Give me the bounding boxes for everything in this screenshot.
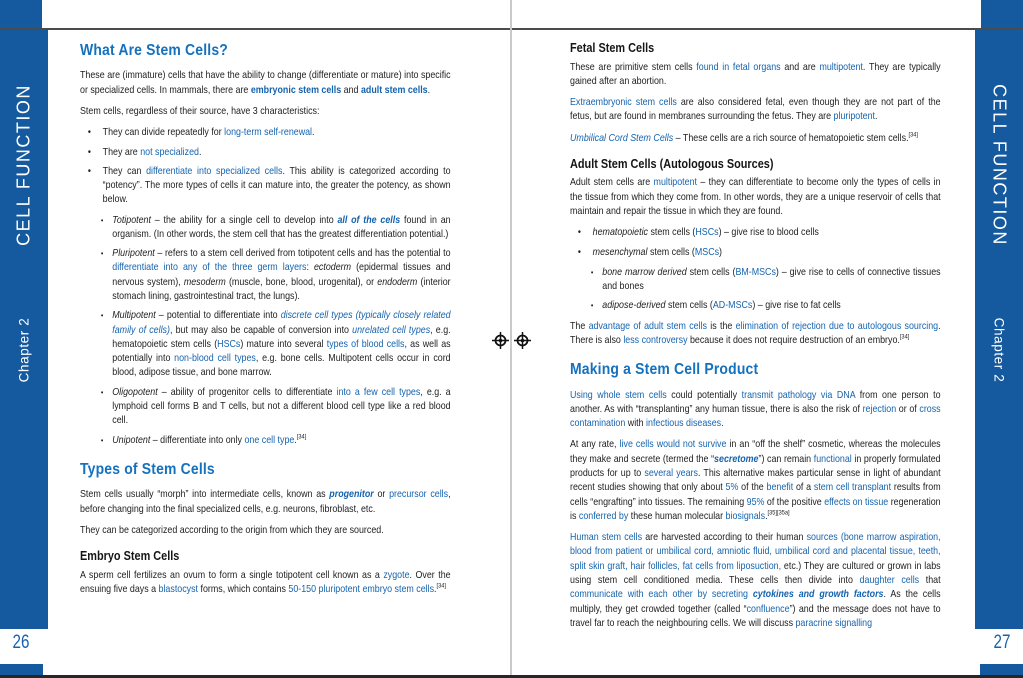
text-run: ) – give rise to blood cells [718, 227, 819, 239]
section-heading: What Are Stem Cells? [80, 42, 228, 59]
text-run: hematopoietic [592, 227, 648, 239]
text-run: forms, which contains [198, 583, 289, 595]
text-run: with [625, 418, 647, 430]
text-run: , but may also be capable of conversion into [169, 324, 353, 336]
link-text[interactable]: paracrine signalling [795, 617, 873, 629]
link-text[interactable]: found in fetal organs [696, 61, 781, 73]
link-text[interactable]: one cell type [244, 434, 295, 446]
text-run: from one person to another. As with “transplanting” any human tissue, there is also the risk of [570, 389, 941, 415]
text-run: stem cells ( [665, 300, 713, 312]
bullet-icon: • [87, 165, 91, 177]
section-heading: Adult Stem Cells (Autologous Sources) [570, 156, 774, 171]
text-run: ”) and the message does not have to travel far to reach the neighbouring cells. We will discuss [570, 603, 941, 629]
link-text[interactable]: elimination of rejection due to autologous sourcing [735, 320, 939, 332]
text-run: They can be categorized according to the origin from which they are sourced. [80, 524, 384, 536]
link-text[interactable]: rejection [862, 403, 897, 415]
bullet-list [570, 226, 941, 260]
text-run: – ability of progenitor cells to differentiate [157, 386, 337, 398]
chapter-title-vertical: CELL FUNCTION [13, 84, 34, 246]
link-text[interactable]: not specialized [140, 146, 199, 158]
link-text[interactable]: Extraembryonic stem cells [570, 97, 677, 109]
link-text[interactable]: into a few cell types [336, 386, 421, 398]
registration-mark-icon [514, 332, 531, 349]
reference-mark: [34] [908, 131, 918, 139]
right-chapter-bar [975, 30, 1023, 629]
link-text[interactable]: adult stem cells [360, 84, 428, 96]
text-run: : [306, 262, 314, 274]
link-text[interactable]: communicate with each other by secreting [570, 589, 748, 601]
list-item [591, 266, 941, 295]
link-text[interactable]: Human stem cells [570, 532, 643, 544]
text-run: . [721, 418, 724, 430]
reference-mark: [35][35a] [767, 509, 790, 517]
bullet-list [80, 126, 451, 207]
link-text[interactable]: zygote [383, 569, 410, 581]
text-run: Oligopotent [112, 386, 158, 398]
link-text[interactable]: differentiate into specialized cells [146, 165, 283, 177]
link-text[interactable]: secretome [714, 453, 759, 465]
text-run: of the [738, 482, 767, 494]
bullet-list [570, 266, 941, 314]
text-run: , e.g. a lymphoid cell forms B and T cells, but not a different blood cell type like a red blood cell. [112, 386, 451, 427]
list-item [578, 246, 941, 260]
link-text[interactable]: effects on tissue [824, 496, 889, 508]
paragraph [570, 61, 941, 90]
text-run: etc.) They are cultured or grown in labs using stem cell conditioned media. These cells then divide into [570, 560, 941, 586]
text-run: and are [780, 61, 820, 73]
text-run: mesoderm [183, 276, 226, 288]
page-gutter-divider [510, 0, 512, 675]
text-run: adipose-derived [602, 300, 666, 312]
list-item [591, 299, 941, 313]
text-run: Stem cells usually “morph” into intermediate cells, known as [80, 489, 330, 501]
link-text[interactable]: Using whole stem cells [570, 389, 667, 401]
link-text[interactable]: differentiate into any of the three germ layers [112, 262, 307, 274]
text-run: – potential to differentiate into [155, 310, 281, 322]
text-run: . [312, 127, 315, 139]
bullet-icon: • [100, 311, 104, 321]
link-text[interactable]: all of the cells [337, 214, 401, 226]
chapter-number-vertical: Chapter 2 [16, 317, 32, 383]
link-text[interactable]: functional [813, 453, 852, 465]
text-run: because it does not require destruction of an embryo. [687, 334, 900, 346]
link-text[interactable]: less controversy [623, 334, 688, 346]
bleed-square-top-left [0, 0, 42, 28]
link-text[interactable]: 95% [746, 496, 765, 508]
list-item [101, 386, 451, 429]
bullet-icon: • [100, 435, 104, 445]
link-text[interactable]: AD-MSCs [712, 300, 753, 312]
link-text[interactable]: MSCs [694, 246, 720, 258]
link-text[interactable]: HSCs [695, 227, 719, 239]
bullet-icon: • [100, 387, 104, 397]
link-text[interactable]: confluence [746, 603, 790, 615]
text-run: They are [102, 146, 141, 158]
list-item-text [593, 226, 941, 240]
text-run: or [373, 489, 390, 501]
chapter-title-vertical: CELL FUNCTION [989, 84, 1010, 246]
text-run: . This alternative makes particular sense in light of abundant recent studies showing that only about [570, 468, 941, 494]
paragraph [570, 438, 941, 524]
paragraph [80, 488, 451, 517]
list-item-text [112, 309, 450, 380]
registration-mark-icon [492, 332, 509, 349]
text-run: . There is also [570, 320, 941, 346]
section-heading: Making a Stem Cell Product [570, 361, 759, 379]
paragraph [570, 132, 941, 146]
text-run: ) – give rise to fat cells [752, 300, 841, 312]
page-number-right: 27 [993, 632, 1011, 653]
bleed-square-top-right [981, 0, 1023, 28]
bullet-icon: • [590, 267, 594, 277]
bullet-icon: • [87, 127, 91, 139]
reference-mark: [34] [899, 333, 910, 341]
text-run: These are primitive stem cells [570, 61, 697, 73]
text-run: These are (immature) cells that have the ability to change (differentiate or mature) into specific or specialized cells. In mammals, there are [80, 70, 451, 96]
link-text[interactable]: BM-MSCs [735, 266, 776, 278]
link-text[interactable]: Umbilical Cord Stem Cells [570, 132, 674, 144]
text-run: stem cells ( [647, 246, 695, 258]
link-text[interactable]: blastocyst [158, 583, 199, 595]
link-text[interactable]: multipotent [653, 177, 698, 189]
text-run: – differentiate into only [150, 434, 245, 446]
link-text[interactable]: sources (bone marrow aspiration, blood from patient or umbilical cord, amniotic fluid, umbilical cord and placental tissue, teeth, split skin graft, hair follicles, fat cells from liposuction, [570, 532, 941, 572]
text-run: They can [102, 165, 147, 177]
text-run: , e.g. bone cells. Multipotent cells occur in cord blood, adipose tissue, and bone marrow. [112, 353, 451, 379]
reference-mark: [34] [436, 582, 446, 590]
link-text[interactable]: infectious diseases [646, 418, 722, 430]
text-run: Unipotent [112, 434, 151, 446]
paragraph [80, 524, 451, 538]
paragraph [570, 389, 941, 432]
list-item [88, 146, 451, 160]
text-run: these human molecular [628, 510, 726, 522]
text-run: . They are typically gained after an abortion. [570, 61, 941, 87]
bullet-icon: • [577, 246, 581, 258]
text-run: Adult stem cells are [570, 177, 654, 189]
paragraph [570, 96, 941, 125]
link-text[interactable]: 5% [725, 482, 739, 494]
list-item [101, 434, 451, 448]
link-text[interactable]: stem cell transplant [813, 482, 892, 494]
text-run: and [341, 84, 361, 96]
text-run: Pluripotent [112, 248, 155, 260]
link-text[interactable]: types of blood cells [326, 338, 405, 350]
text-run: . [434, 583, 437, 595]
text-run: . [294, 434, 297, 446]
text-run: are also considered fetal, even though they are not part of the fetus, but are found in membranes surrounding the fetus. They are [570, 97, 941, 123]
link-text[interactable]: unrelated cell types [352, 324, 431, 336]
list-item-text [103, 126, 451, 140]
bullet-icon: • [87, 146, 91, 158]
list-item-text [103, 165, 451, 208]
link-text[interactable]: precursor cells [389, 489, 449, 501]
text-run: , as well as potentially into [112, 338, 451, 365]
text-run: Totipotent [112, 214, 151, 226]
link-text[interactable]: transmit pathology via DNA [741, 389, 856, 401]
text-run: At any rate, [570, 439, 620, 451]
list-item [101, 247, 451, 304]
bullet-icon: • [100, 249, 104, 259]
link-text[interactable]: discrete cell types (typically closely related family of cells) [112, 310, 451, 336]
text-run: (epidermal tissues and nervous system), [112, 262, 451, 288]
link-text[interactable]: pluripotent [833, 111, 876, 123]
list-item-text [103, 146, 451, 160]
link-text[interactable]: cytokines and growth factors [752, 589, 884, 601]
link-text[interactable]: advantage of adult stem cells [588, 320, 707, 332]
section-heading: Fetal Stem Cells [570, 41, 655, 55]
paragraph [570, 320, 941, 349]
text-run: A sperm cell fertilizes an ovum to form a single totipotent cell known as a [80, 569, 384, 581]
text-run: . Over the ensuing five days a [80, 569, 451, 595]
list-item-text [602, 266, 940, 295]
bullet-icon: • [577, 227, 581, 239]
paragraph [80, 105, 451, 119]
list-item [578, 226, 941, 240]
list-item-text [112, 247, 450, 304]
text-run: are harvested according to their human [642, 532, 807, 544]
page-number-left: 26 [12, 632, 30, 653]
text-run: – they can differentiate to become only the types of cells in the tissue from which they come from. In other words, they are a unique reservoir of cells that maintain and repair the tissue in which they are found. [570, 177, 941, 217]
chapter-number-vertical: Chapter 2 [991, 317, 1007, 383]
right-page-content [570, 30, 941, 638]
section-heading: Embryo Stem Cells [80, 549, 180, 564]
list-item-text [112, 214, 450, 243]
list-item [101, 309, 451, 380]
text-run: , e.g. hematopoietic stem cells ( [112, 324, 451, 350]
text-run: – the ability for a single cell to develop into [150, 214, 338, 226]
text-run: or of [896, 403, 920, 415]
link-text[interactable]: live cells would not survive [619, 439, 727, 451]
bullet-list [80, 214, 451, 448]
text-run: Stem cells, regardless of their source, have 3 characteristics: [80, 105, 320, 117]
paragraph [80, 569, 451, 598]
bullet-icon: • [590, 301, 594, 311]
text-run: is the [706, 320, 736, 332]
link-text[interactable]: progenitor [329, 489, 374, 501]
text-run: , before changing into the final specialized cells, e.g. neurons, fibroblast, etc. [80, 489, 451, 515]
left-page-content [80, 30, 451, 604]
text-run: found in an organism. (In other words, the stem cell that has the greatest differentiation potential.) [112, 214, 451, 240]
text-run: stem cells ( [647, 227, 696, 239]
bullet-icon: • [100, 215, 104, 225]
text-run: in properly formulated products for up to [570, 453, 941, 480]
text-run: (muscle, bone, blood, urogenital), or [225, 276, 378, 288]
section-heading: Types of Stem Cells [80, 460, 215, 478]
link-text[interactable]: biosignals [725, 510, 766, 522]
text-run: . [875, 111, 878, 123]
list-item-text [112, 434, 450, 448]
link-text[interactable]: several years [644, 468, 698, 480]
text-run: bone marrow derived [602, 266, 687, 278]
text-run: (interior stomach lining, gastrointestinal tract, the lungs). [112, 276, 451, 303]
list-item-text [112, 386, 450, 429]
text-run: . This ability is categorized according to “potency”. The more types of cells it can mature into, the greater the potency, as shown below. [102, 165, 451, 206]
text-run: – refers to a stem cell derived from totipotent cells and has the potential to [154, 248, 451, 260]
link-text[interactable]: benefit [766, 482, 794, 494]
text-run: mesenchymal [592, 246, 648, 258]
text-run: of the positive [764, 496, 825, 508]
text-run: . [198, 146, 202, 158]
text-run: They can divide repeatedly for [102, 127, 225, 139]
text-run: endoderm [377, 276, 418, 288]
paragraph [80, 69, 451, 98]
text-run: of a [793, 482, 814, 494]
text-run: regeneration is [570, 496, 941, 522]
text-run: The [570, 320, 589, 332]
list-item-text [593, 246, 941, 260]
link-text[interactable]: daughter cells [859, 574, 920, 586]
link-text[interactable]: multipotent [819, 61, 863, 73]
paragraph [570, 176, 941, 219]
text-run: ) – give rise to cells of connective tissues and bones [602, 266, 941, 293]
list-item [88, 126, 451, 140]
list-item-text [602, 299, 940, 313]
text-run: ”) can remain [758, 453, 814, 465]
text-run: ) mature into several [240, 338, 327, 350]
text-run: – These cells are a rich source of hematopoietic stem cells. [673, 132, 909, 144]
text-run: could potentially [666, 389, 742, 401]
link-text[interactable]: HSCs [217, 338, 241, 350]
text-run: Multipotent [112, 310, 156, 322]
text-run: results from cells “engrafting” into tissues. The remaining [570, 482, 941, 508]
text-run: . [427, 84, 431, 96]
text-run: . [765, 510, 768, 522]
link-text[interactable]: long-term self-renewal [224, 127, 313, 139]
text-run: . As the cells multiply, they get crowded together (called “ [570, 589, 941, 615]
text-run: ectoderm [313, 262, 352, 274]
link-text[interactable]: 50-150 pluripotent embryo stem cells [288, 583, 435, 595]
text-run: that [919, 574, 941, 586]
paragraph [570, 531, 941, 631]
link-text[interactable]: embryonic stem cells [250, 84, 342, 96]
link-text[interactable]: non-blood cell types [174, 353, 256, 365]
text-run: ) [719, 246, 723, 258]
text-run: stem cells ( [686, 266, 736, 278]
text-run: in an “off the shelf” cosmetic, whereas the molecules they make and secrete (termed the “ [570, 439, 941, 465]
left-chapter-bar [0, 30, 48, 629]
reference-mark: [34] [296, 433, 307, 441]
list-item [88, 165, 451, 208]
link-text[interactable]: cross contamination [570, 403, 941, 430]
list-item [101, 214, 451, 243]
link-text[interactable]: conferred by [578, 510, 629, 522]
